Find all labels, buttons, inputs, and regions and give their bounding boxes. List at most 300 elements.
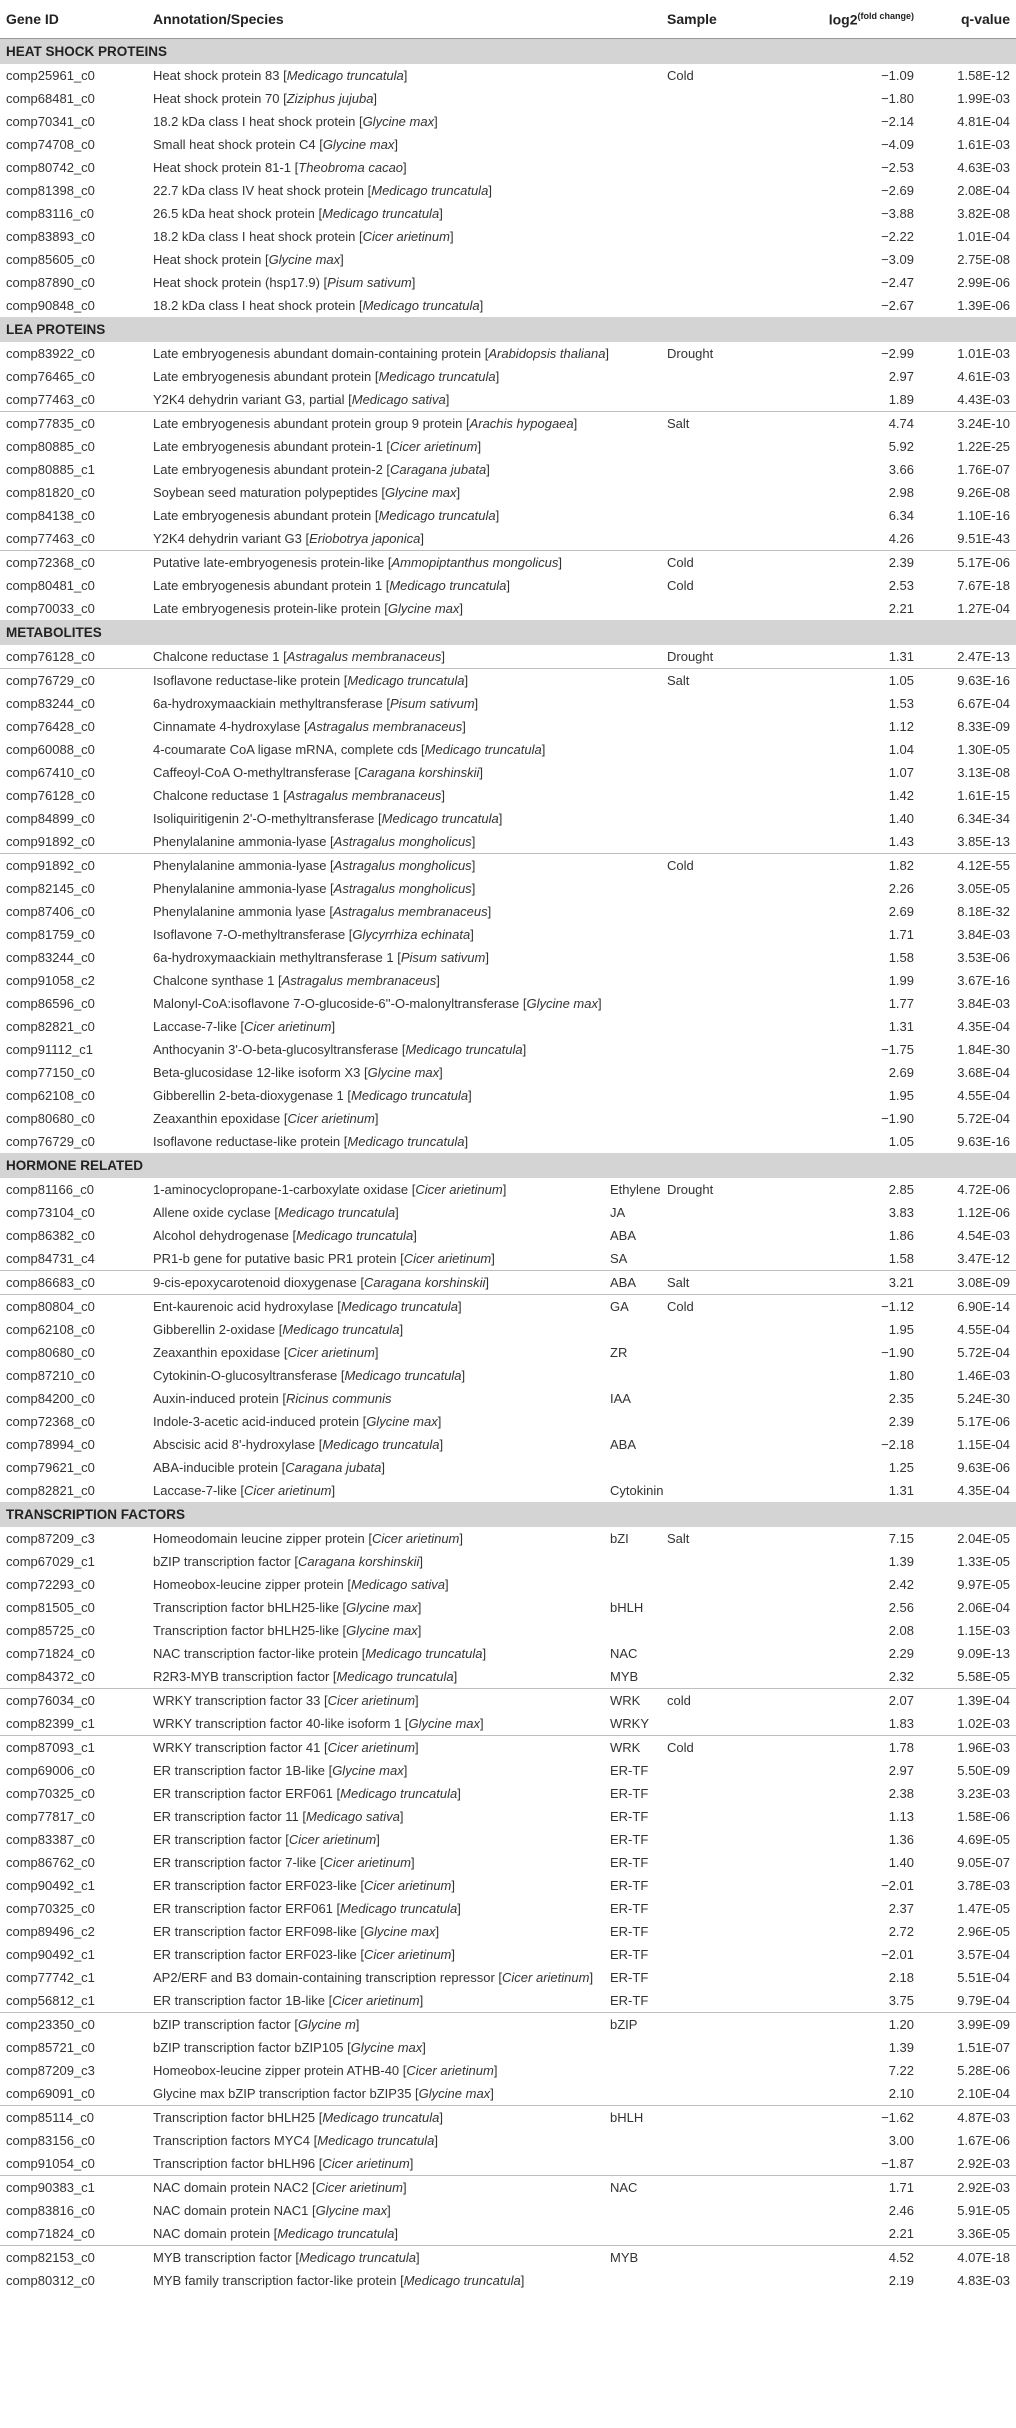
- table-row: [0, 458, 1016, 481]
- species-name: Cicer arietinum: [288, 1832, 377, 1847]
- annotation-cell: ER transcription factor ERF061 [Medicago truncatula]: [153, 1901, 461, 1916]
- hormone-cell: GA: [610, 1299, 629, 1314]
- annotation-cell: ER transcription factor ERF061 [Medicago truncatula]: [153, 1786, 461, 1801]
- annotation-cell: NAC transcription factor-like protein [Medicago truncatula]: [153, 1646, 487, 1661]
- table-row: [0, 668, 1016, 692]
- species-name: Medicago truncatula: [389, 578, 507, 593]
- hormone-cell: ABA: [610, 1275, 637, 1290]
- fold-change-cell: 6.34: [888, 508, 914, 523]
- fold-change-cell: 2.35: [888, 1391, 914, 1406]
- hormone-cell: ER-TF: [610, 1855, 649, 1870]
- gene-id-cell: comp84372_c0: [6, 1669, 95, 1684]
- fold-change-cell: −2.14: [881, 114, 914, 129]
- q-value-cell: 5.50E-09: [957, 1763, 1010, 1778]
- gene-id-cell: comp83116_c0: [6, 206, 94, 221]
- table-row: [0, 2012, 1016, 2036]
- table-row: [0, 969, 1016, 992]
- q-value-cell: 9.05E-07: [957, 1855, 1010, 1870]
- species-name: Medicago truncatula: [340, 1299, 458, 1314]
- sample-cell: Drought: [667, 346, 714, 361]
- species-name: Astragalus membranaceus: [286, 649, 442, 664]
- q-value-cell: 3.47E-12: [957, 1251, 1010, 1266]
- q-value-cell: 6.34E-34: [957, 811, 1010, 826]
- table-row: [0, 1759, 1016, 1782]
- hormone-cell: ER-TF: [610, 1970, 649, 1985]
- species-name: Cicer arietinum: [390, 439, 478, 454]
- fold-change-cell: 3.66: [888, 462, 914, 477]
- annotation-cell: Cytokinin-O-glucosyltransferase [Medicago truncatula]: [153, 1368, 466, 1383]
- fold-change-cell: 1.71: [888, 927, 914, 942]
- table-row: [0, 1735, 1016, 1759]
- annotation-cell: Auxin-induced protein [Ricinus communis: [153, 1391, 392, 1406]
- fold-change-cell: 2.08: [888, 1623, 914, 1638]
- gene-id-cell: comp91054_c0: [6, 2156, 95, 2171]
- header-log2: log2: [828, 11, 858, 28]
- fold-change-cell: 7.15: [888, 1531, 914, 1546]
- species-name: Medicago truncatula: [336, 1669, 454, 1684]
- annotation-cell: Soybean seed maturation polypeptides [Glycine max]: [153, 485, 461, 500]
- q-value-cell: 4.07E-18: [957, 2250, 1010, 2265]
- gene-id-cell: comp82399_c1: [6, 1716, 95, 1731]
- species-name: Ziziphus jujuba: [286, 91, 374, 106]
- q-value-cell: 4.81E-04: [957, 114, 1010, 129]
- fold-change-cell: 2.69: [888, 904, 914, 919]
- annotation-cell: Malonyl-CoA:isoflavone 7-O-glucoside-6''-O-malonyltransferase [Glycine max]: [153, 996, 602, 1011]
- species-name: Glycine max: [367, 1065, 440, 1080]
- fold-change-cell: −3.09: [881, 252, 914, 267]
- species-name: Cicer arietinum: [332, 1993, 420, 2008]
- hormone-cell: Cytokinin: [610, 1483, 664, 1498]
- species-name: Pisum sativum: [400, 950, 486, 965]
- annotation-cell: MYB transcription factor [Medicago truncatula]: [153, 2250, 420, 2265]
- species-name: Medicago truncatula: [347, 673, 465, 688]
- gene-id-cell: comp81759_c0: [6, 927, 95, 942]
- hormone-cell: WRKY: [610, 1716, 649, 1731]
- q-value-cell: 4.54E-03: [957, 1228, 1010, 1243]
- annotation-cell: Homeodomain leucine zipper protein [Cicer arietinum]: [153, 1531, 464, 1546]
- q-value-cell: 9.09E-13: [957, 1646, 1010, 1661]
- hormone-cell: NAC: [610, 1646, 638, 1661]
- annotation-cell: 18.2 kDa class I heat shock protein [Medicago truncatula]: [153, 298, 484, 313]
- annotation-cell: Late embryogenesis protein-like protein [Glycine max]: [153, 601, 464, 616]
- fold-change-cell: 2.85: [888, 1182, 914, 1197]
- gene-id-cell: comp91058_c2: [6, 973, 95, 988]
- species-name: Glycine max: [363, 1924, 436, 1939]
- table-row: [0, 504, 1016, 527]
- sample-cell: Cold: [667, 555, 694, 570]
- gene-id-cell: comp91892_c0: [6, 858, 95, 873]
- q-value-cell: 1.96E-03: [957, 1740, 1010, 1755]
- q-value-cell: 3.85E-13: [957, 834, 1010, 849]
- species-name: Glycine max: [346, 1600, 418, 1615]
- table-row: [0, 435, 1016, 458]
- species-name: Cicer arietinum: [363, 1947, 452, 1962]
- q-value-cell: 3.24E-10: [957, 416, 1010, 431]
- q-value-cell: 1.30E-05: [957, 742, 1010, 757]
- table-row: [0, 64, 1016, 87]
- table-row: [0, 1130, 1016, 1153]
- fold-change-cell: 2.97: [888, 1763, 914, 1778]
- gene-id-cell: comp74708_c0: [6, 137, 95, 152]
- q-value-cell: 1.58E-12: [957, 68, 1010, 83]
- table-row: [0, 1479, 1016, 1502]
- table-row: [0, 1341, 1016, 1364]
- species-name: Glycine max: [387, 601, 460, 616]
- sample-cell: Drought: [667, 649, 714, 664]
- annotation-cell: MYB family transcription factor-like protein [Medicago truncatula]: [153, 2273, 525, 2288]
- fold-change-cell: 1.53: [888, 696, 914, 711]
- table-row: [0, 179, 1016, 202]
- species-name: Glycine max: [366, 1414, 438, 1429]
- q-value-cell: 5.28E-06: [957, 2063, 1010, 2078]
- gene-id-cell: comp62108_c0: [6, 1088, 95, 1103]
- gene-id-cell: comp62108_c0: [6, 1322, 95, 1337]
- annotation-cell: Small heat shock protein C4 [Glycine max]: [153, 137, 398, 152]
- species-name: Medicago truncatula: [322, 206, 440, 221]
- hormone-cell: ER-TF: [610, 1832, 649, 1847]
- fold-change-cell: −1.12: [881, 1299, 914, 1314]
- gene-id-cell: comp69006_c0: [6, 1763, 95, 1778]
- species-name: Glycine max: [315, 2203, 388, 2218]
- hormone-cell: bZIP: [610, 2017, 638, 2032]
- fold-change-cell: 2.53: [888, 578, 914, 593]
- annotation-cell: ER transcription factor 11 [Medicago sativa]: [153, 1809, 404, 1824]
- annotation-cell: bZIP transcription factor bZIP105 [Glycine max]: [153, 2040, 426, 2055]
- fold-change-cell: 2.42: [888, 1577, 914, 1592]
- annotation-cell: Caffeoyl-CoA O-methyltransferase [Caragana korshinskii]: [153, 765, 483, 780]
- gene-id-cell: comp77835_c0: [6, 416, 95, 431]
- species-name: Glycine max: [408, 1716, 481, 1731]
- table-row: [0, 2129, 1016, 2152]
- species-name: Medicago truncatula: [340, 1901, 458, 1916]
- table-row: [0, 645, 1016, 668]
- annotation-cell: Late embryogenesis abundant protein-2 [Caragana jubata]: [153, 462, 490, 477]
- sample-cell: Cold: [667, 858, 694, 873]
- gene-id-cell: comp80481_c0: [6, 578, 95, 593]
- gene-id-cell: comp81505_c0: [6, 1600, 95, 1615]
- gene-id-cell: comp80885_c1: [6, 462, 95, 477]
- gene-id-cell: comp82821_c0: [6, 1483, 95, 1498]
- species-name: Cicer arietinum: [287, 1345, 375, 1360]
- table-row: [0, 992, 1016, 1015]
- section-header: METABOLITES: [0, 620, 1016, 645]
- q-value-cell: 3.53E-06: [957, 950, 1010, 965]
- q-value-cell: 4.55E-04: [957, 1322, 1010, 1337]
- q-value-cell: 1.99E-03: [957, 91, 1010, 106]
- annotation-cell: 22.7 kDa class IV heat shock protein [Medicago truncatula]: [153, 183, 492, 198]
- fold-change-cell: −2.53: [881, 160, 914, 175]
- hormone-cell: ER-TF: [610, 1993, 649, 2008]
- q-value-cell: 4.63E-03: [957, 160, 1010, 175]
- q-value-cell: 4.87E-03: [957, 2110, 1010, 2125]
- q-value-cell: 3.13E-08: [957, 765, 1010, 780]
- annotation-cell: R2R3-MYB transcription factor [Medicago truncatula]: [153, 1669, 458, 1684]
- gene-id-cell: comp76729_c0: [6, 1134, 95, 1149]
- annotation-cell: Late embryogenesis abundant protein-1 [Cicer arietinum]: [153, 439, 482, 454]
- species-name: Medicago truncatula: [347, 1134, 465, 1149]
- annotation-cell: Glycine max bZIP transcription factor bZIP35 [Glycine max]: [153, 2086, 494, 2101]
- species-name: Medicago truncatula: [296, 1228, 414, 1243]
- q-value-cell: 4.69E-05: [957, 1832, 1010, 1847]
- fold-change-cell: −2.67: [881, 298, 914, 313]
- fold-change-cell: −2.01: [881, 1878, 914, 1893]
- annotation-cell: Zeaxanthin epoxidase [Cicer arietinum]: [153, 1345, 379, 1360]
- q-value-cell: 9.63E-16: [957, 673, 1010, 688]
- annotation-cell: Zeaxanthin epoxidase [Cicer arietinum]: [153, 1111, 379, 1126]
- species-name: Astragalus mongholicus: [333, 858, 472, 873]
- annotation-cell: PR1-b gene for putative basic PR1 protein [Cicer arietinum]: [153, 1251, 495, 1266]
- species-name: Cicer arietinum: [327, 1693, 416, 1708]
- species-name: Medicago truncatula: [351, 1088, 469, 1103]
- sample-cell: Salt: [667, 673, 690, 688]
- q-value-cell: 2.96E-05: [957, 1924, 1010, 1939]
- species-name: Caragana korshinskii: [298, 1554, 420, 1569]
- annotation-cell: Heat shock protein 70 [Ziziphus jujuba]: [153, 91, 378, 106]
- annotation-cell: Chalcone synthase 1 [Astragalus membranaceus]: [153, 973, 440, 988]
- table-row: [0, 411, 1016, 435]
- annotation-cell: Y2K4 dehydrin variant G3 [Eriobotrya japonica]: [153, 531, 425, 546]
- q-value-cell: 1.39E-04: [957, 1693, 1010, 1708]
- annotation-cell: 18.2 kDa class I heat shock protein [Cicer arietinum]: [153, 229, 454, 244]
- gene-id-cell: comp85114_c0: [6, 2110, 94, 2125]
- annotation-cell: Chalcone reductase 1 [Astragalus membranaceus]: [153, 788, 445, 803]
- fold-change-cell: 1.25: [888, 1460, 914, 1475]
- gene-id-cell: comp86596_c0: [6, 996, 95, 1011]
- species-name: Ricinus communis: [285, 1391, 392, 1406]
- hormone-cell: WRK: [610, 1693, 641, 1708]
- q-value-cell: 2.04E-05: [957, 1531, 1010, 1546]
- fold-change-cell: 3.75: [888, 1993, 914, 2008]
- annotation-cell: ER transcription factor 7-like [Cicer arietinum]: [153, 1855, 415, 1870]
- species-name: Medicago truncatula: [322, 2110, 440, 2125]
- species-name: Medicago truncatula: [403, 2273, 521, 2288]
- annotation-cell: Homeobox-leucine zipper protein [Medicago sativa]: [153, 1577, 449, 1592]
- table-row: [0, 1805, 1016, 1828]
- q-value-cell: 5.72E-04: [957, 1111, 1010, 1126]
- q-value-cell: 3.67E-16: [957, 973, 1010, 988]
- fold-change-cell: 2.39: [888, 555, 914, 570]
- q-value-cell: 1.02E-03: [957, 1716, 1010, 1731]
- q-value-cell: 1.39E-06: [957, 298, 1010, 313]
- gene-id-cell: comp87210_c0: [6, 1368, 95, 1383]
- species-name: Medicago truncatula: [322, 1437, 440, 1452]
- annotation-cell: ER transcription factor ERF098-like [Glycine max]: [153, 1924, 440, 1939]
- fold-change-cell: 2.32: [888, 1669, 914, 1684]
- gene-id-cell: comp81166_c0: [6, 1182, 94, 1197]
- table-row: [0, 2082, 1016, 2105]
- species-name: Astragalus membranaceus: [332, 904, 488, 919]
- q-value-cell: 1.01E-03: [957, 346, 1010, 361]
- species-name: Caragana korshinskii: [364, 1275, 486, 1290]
- sample-cell: Cold: [667, 1740, 694, 1755]
- species-name: Glycine max: [346, 1623, 418, 1638]
- fold-change-cell: −2.69: [881, 183, 914, 198]
- species-name: Medicago truncatula: [340, 1786, 458, 1801]
- annotation-cell: 6a-hydroxymaackiain methyltransferase 1 [Pisum sativum]: [153, 950, 489, 965]
- fold-change-cell: 1.86: [888, 1228, 914, 1243]
- species-name: Cicer arietinum: [323, 1855, 411, 1870]
- species-name: Cicer arietinum: [371, 1531, 460, 1546]
- annotation-cell: Transcription factor bHLH96 [Cicer arietinum]: [153, 2156, 414, 2171]
- q-value-cell: 5.17E-06: [957, 1414, 1010, 1429]
- species-name: Medicago truncatula: [362, 298, 480, 313]
- fold-change-cell: 2.19: [888, 2273, 914, 2288]
- species-name: Theobroma cacao: [298, 160, 404, 175]
- hormone-cell: Ethylene: [610, 1182, 661, 1197]
- table-row: [0, 1966, 1016, 1989]
- annotation-cell: Indole-3-acetic acid-induced protein [Glycine max]: [153, 1414, 442, 1429]
- annotation-cell: Putative late-embryogenesis protein-like [Ammopiptanthus mongolicus]: [153, 555, 562, 570]
- q-value-cell: 1.61E-15: [957, 788, 1010, 803]
- fold-change-cell: −4.09: [881, 137, 914, 152]
- q-value-cell: 3.68E-04: [957, 1065, 1010, 1080]
- q-value-cell: 3.84E-03: [957, 996, 1010, 1011]
- annotation-cell: ER transcription factor ERF023-like [Cicer arietinum]: [153, 1878, 456, 1893]
- species-name: Astragalus mongholicus: [333, 834, 472, 849]
- q-value-cell: 1.61E-03: [957, 137, 1010, 152]
- gene-id-cell: comp68481_c0: [6, 91, 95, 106]
- gene-id-cell: comp82153_c0: [6, 2250, 95, 2265]
- table-row: [0, 1224, 1016, 1247]
- table-row: [0, 1061, 1016, 1084]
- sample-cell: Salt: [667, 1275, 690, 1290]
- fold-change-cell: 2.69: [888, 1065, 914, 1080]
- annotation-cell: WRKY transcription factor 33 [Cicer arietinum]: [153, 1693, 419, 1708]
- fold-change-cell: 1.58: [888, 950, 914, 965]
- table-row: [0, 1828, 1016, 1851]
- q-value-cell: 4.35E-04: [957, 1019, 1010, 1034]
- fold-change-cell: −1.90: [881, 1111, 914, 1126]
- q-value-cell: 9.63E-06: [957, 1460, 1010, 1475]
- q-value-cell: 9.26E-08: [957, 485, 1010, 500]
- sample-cell: Salt: [667, 416, 690, 431]
- species-name: Glycine max: [385, 485, 457, 500]
- gene-id-cell: comp83816_c0: [6, 2203, 95, 2218]
- fold-change-cell: −2.47: [881, 275, 914, 290]
- gene-id-cell: comp70341_c0: [6, 114, 95, 129]
- fold-change-cell: −1.75: [881, 1042, 914, 1057]
- annotation-cell: Isoflavone 7-O-methyltransferase [Glycyrrhiza echinata]: [153, 927, 474, 942]
- gene-id-cell: comp70325_c0: [6, 1901, 95, 1916]
- annotation-cell: Gibberellin 2-beta-dioxygenase 1 [Medicago truncatula]: [153, 1088, 472, 1103]
- gene-id-cell: comp85605_c0: [6, 252, 95, 267]
- fold-change-cell: 1.95: [888, 1322, 914, 1337]
- fold-change-cell: 1.99: [888, 973, 914, 988]
- hormone-cell: NAC: [610, 2180, 638, 2195]
- q-value-cell: 4.72E-06: [957, 1182, 1010, 1197]
- table-row: [0, 248, 1016, 271]
- q-value-cell: 3.78E-03: [957, 1878, 1010, 1893]
- section-header: TRANSCRIPTION FACTORS: [0, 1502, 1016, 1527]
- table-row: [0, 574, 1016, 597]
- q-value-cell: 1.27E-04: [957, 601, 1010, 616]
- fold-change-cell: 1.77: [888, 996, 914, 1011]
- gene-id-cell: comp80742_c0: [6, 160, 95, 175]
- species-name: Cicer arietinum: [322, 2156, 410, 2171]
- gene-id-cell: comp83387_c0: [6, 1832, 95, 1847]
- table-row: [0, 481, 1016, 504]
- q-value-cell: 2.10E-04: [957, 2086, 1010, 2101]
- species-name: Astragalus mongholicus: [333, 881, 472, 896]
- table-header: [0, 0, 1016, 39]
- species-name: Arachis hypogaea: [469, 416, 574, 431]
- q-value-cell: 5.58E-05: [957, 1669, 1010, 1684]
- header-annotation: Annotation/Species: [153, 11, 284, 27]
- annotation-cell: Late embryogenesis abundant domain-containing protein [Arabidopsis thaliana]: [153, 346, 610, 361]
- fold-change-cell: 2.72: [888, 1924, 914, 1939]
- species-name: Glycine max: [322, 137, 395, 152]
- annotation-cell: Abscisic acid 8'-hydroxylase [Medicago truncatula]: [153, 1437, 444, 1452]
- annotation-cell: ER transcription factor [Cicer arietinum]: [153, 1832, 380, 1847]
- species-name: Glycine max: [526, 996, 598, 1011]
- table-row: [0, 784, 1016, 807]
- gene-id-cell: comp76729_c0: [6, 673, 95, 688]
- species-name: Medicago truncatula: [381, 811, 499, 826]
- fold-change-cell: −1.80: [881, 91, 914, 106]
- gene-id-cell: comp91892_c0: [6, 834, 95, 849]
- gene-id-cell: comp70033_c0: [6, 601, 95, 616]
- fold-change-cell: 2.07: [888, 1693, 914, 1708]
- annotation-cell: Allene oxide cyclase [Medicago truncatula]: [153, 1205, 399, 1220]
- gene-id-cell: comp84138_c0: [6, 508, 95, 523]
- gene-id-cell: comp60088_c0: [6, 742, 95, 757]
- q-value-cell: 3.05E-05: [957, 881, 1010, 896]
- gene-id-cell: comp80312_c0: [6, 2273, 95, 2288]
- gene-id-cell: comp90492_c1: [6, 1947, 95, 1962]
- table-row: [0, 1433, 1016, 1456]
- gene-id-cell: comp80804_c0: [6, 1299, 95, 1314]
- fold-change-cell: −1.87: [881, 2156, 914, 2171]
- hormone-cell: bHLH: [610, 2110, 644, 2125]
- gene-id-cell: comp72368_c0: [6, 555, 95, 570]
- table-row: [0, 342, 1016, 365]
- gene-id-cell: comp73104_c0: [6, 1205, 95, 1220]
- annotation-cell: ER transcription factor 1B-like [Cicer arietinum]: [153, 1993, 424, 2008]
- header-sample: Sample: [667, 11, 717, 27]
- fold-change-cell: 4.74: [888, 416, 914, 431]
- fold-change-cell: 1.58: [888, 1251, 914, 1266]
- q-value-cell: 1.22E-25: [957, 439, 1010, 454]
- table-row: [0, 2269, 1016, 2292]
- q-value-cell: 1.46E-03: [957, 1368, 1010, 1383]
- table-row: [0, 2222, 1016, 2245]
- species-name: Glycine max: [350, 2040, 423, 2055]
- gene-id-cell: comp78994_c0: [6, 1437, 95, 1452]
- gene-id-cell: comp85721_c0: [6, 2040, 95, 2055]
- gene-id-cell: comp77150_c0: [6, 1065, 95, 1080]
- annotation-cell: Anthocyanin 3'-O-beta-glucosyltransferase [Medicago truncatula]: [153, 1042, 527, 1057]
- gene-id-cell: comp87093_c1: [6, 1740, 95, 1755]
- species-name: Astragalus membranaceus: [307, 719, 463, 734]
- species-name: Medicago truncatula: [278, 1205, 396, 1220]
- gene-id-cell: comp77817_c0: [6, 1809, 95, 1824]
- fold-change-cell: −2.01: [881, 1947, 914, 1962]
- annotation-cell: WRKY transcription factor 41 [Cicer arietinum]: [153, 1740, 419, 1755]
- q-value-cell: 1.15E-04: [957, 1437, 1010, 1452]
- fold-change-cell: 1.78: [888, 1740, 914, 1755]
- table-row: [0, 2036, 1016, 2059]
- table-row: [0, 156, 1016, 179]
- annotation-cell: Phenylalanine ammonia lyase [Astragalus membranaceus]: [153, 904, 492, 919]
- annotation-cell: ER transcription factor 1B-like [Glycine max]: [153, 1763, 408, 1778]
- q-value-cell: 8.33E-09: [957, 719, 1010, 734]
- q-value-cell: 2.75E-08: [957, 252, 1010, 267]
- fold-change-cell: 1.83: [888, 1716, 914, 1731]
- fold-change-cell: 1.13: [888, 1809, 914, 1824]
- table-row: [0, 715, 1016, 738]
- table-row: [0, 1943, 1016, 1966]
- table-row: [0, 1410, 1016, 1433]
